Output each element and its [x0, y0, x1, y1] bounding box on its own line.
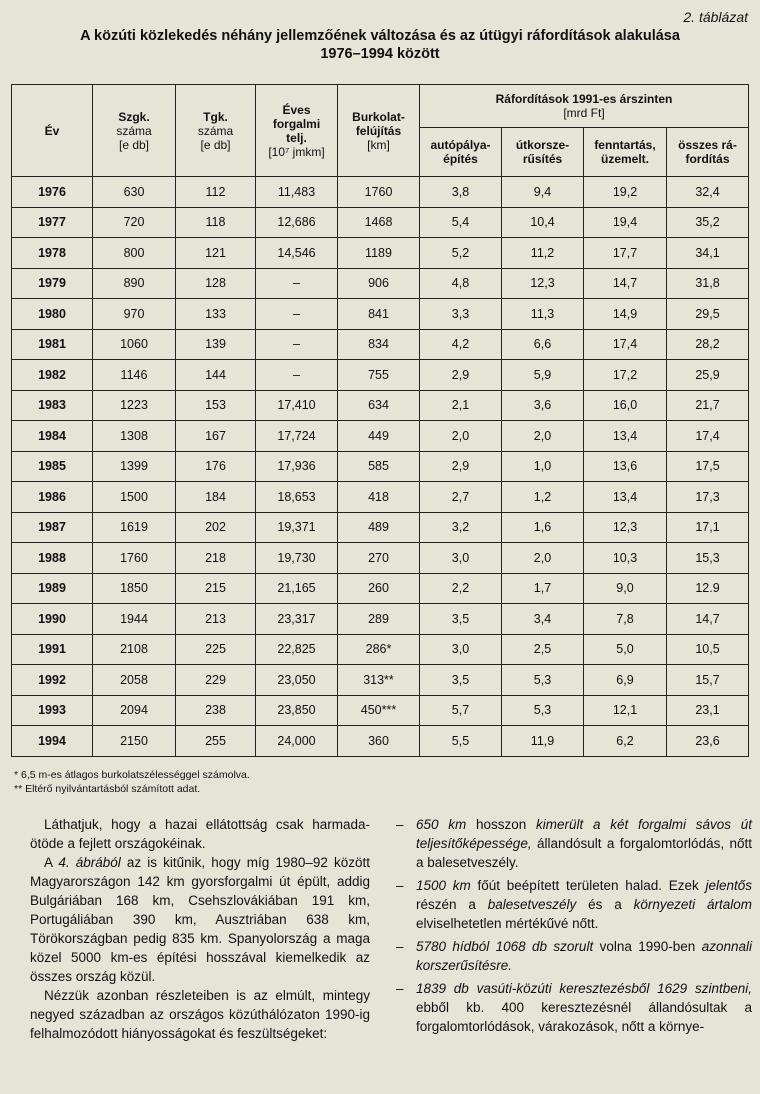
table-cell: 34,1: [667, 238, 749, 269]
table-cell: 1308: [93, 421, 176, 452]
table-row: [12, 695, 749, 726]
table-row: [12, 604, 749, 635]
table-cell: 12,1: [584, 695, 667, 726]
table-cell: 2,9: [420, 360, 502, 391]
table-cell: 118: [176, 207, 256, 238]
table-cell: 1944: [93, 604, 176, 635]
table-cell: 28,2: [667, 329, 749, 360]
header-burkolat: Burkolat- felújítás [km]: [338, 85, 420, 177]
header-utkorszer: útkorsze- rűsítés: [502, 128, 584, 177]
table-cell: 12,3: [584, 512, 667, 543]
year-cell: 1988: [12, 543, 93, 574]
table-row: [12, 390, 749, 421]
table-cell: 5,7: [420, 695, 502, 726]
title-line-1: A közúti közlekedés néhány jellemzőének változása és az útügyi ráfordítások alakulása: [80, 28, 680, 44]
year-cell: 1981: [12, 329, 93, 360]
year-cell: 1984: [12, 421, 93, 452]
table-cell: 23,6: [667, 726, 749, 757]
table-cell: 1399: [93, 451, 176, 482]
list-item: [396, 937, 752, 975]
table-cell: 450***: [338, 695, 420, 726]
table-cell: 5,0: [584, 634, 667, 665]
table-cell: 238: [176, 695, 256, 726]
table-cell: 11,9: [502, 726, 584, 757]
table-cell: 19,2: [584, 177, 667, 208]
table-cell: 167: [176, 421, 256, 452]
table-cell: 1760: [93, 543, 176, 574]
year-cell: 1978: [12, 238, 93, 269]
table-cell: 585: [338, 451, 420, 482]
table-cell: 1,6: [502, 512, 584, 543]
table-cell: 176: [176, 451, 256, 482]
table-cell: 14,7: [667, 604, 749, 635]
table-number: 2. táblázat: [683, 9, 748, 25]
table-cell: 12,3: [502, 268, 584, 299]
table-cell: 218: [176, 543, 256, 574]
table-cell: 153: [176, 390, 256, 421]
table-cell: 15,7: [667, 665, 749, 696]
table-cell: 14,7: [584, 268, 667, 299]
year-cell: 1990: [12, 604, 93, 635]
table-cell: 970: [93, 299, 176, 330]
table-cell: 9,4: [502, 177, 584, 208]
table-cell: 1850: [93, 573, 176, 604]
table-row: [12, 512, 749, 543]
right-column-list: [396, 815, 752, 1040]
table-cell: 3,2: [420, 512, 502, 543]
table-cell: 29,5: [667, 299, 749, 330]
year-cell: 1977: [12, 207, 93, 238]
table-cell: 16,0: [584, 390, 667, 421]
year-cell: 1993: [12, 695, 93, 726]
table-cell: 7,8: [584, 604, 667, 635]
table-cell: 1,0: [502, 451, 584, 482]
table-cell: 4,2: [420, 329, 502, 360]
table-cell: 2,1: [420, 390, 502, 421]
table-cell: 2,0: [502, 421, 584, 452]
table-cell: 289: [338, 604, 420, 635]
table-cell: –: [256, 299, 338, 330]
table-cell: 14,9: [584, 299, 667, 330]
table-row: [12, 238, 749, 269]
table-cell: 139: [176, 329, 256, 360]
table-cell: 202: [176, 512, 256, 543]
year-cell: 1980: [12, 299, 93, 330]
list-item-text: volna 1990-ben: [593, 939, 702, 954]
table-row: [12, 726, 749, 757]
table-cell: 2,0: [420, 421, 502, 452]
table-cell: 18,653: [256, 482, 338, 513]
table-cell: 10,3: [584, 543, 667, 574]
table-body: [12, 177, 749, 757]
list-item-text: 1500 km: [416, 878, 471, 893]
table-cell: 2,7: [420, 482, 502, 513]
header-fenntartas: fenntartás, üzemelt.: [584, 128, 667, 177]
table-cell: –: [256, 268, 338, 299]
list-item-text: kimerült a két forgalmi sávos út teljesítőképessége,: [416, 817, 752, 851]
table-cell: –: [256, 360, 338, 391]
table-cell: 5,4: [420, 207, 502, 238]
table-cell: 630: [93, 177, 176, 208]
footnote-2: ** Eltérő nyilvántartásból számított adat.: [14, 783, 201, 795]
year-cell: 1986: [12, 482, 93, 513]
table-cell: 755: [338, 360, 420, 391]
dash-marker: –: [396, 981, 404, 996]
footnotes: [14, 768, 250, 796]
table-cell: 2,5: [502, 634, 584, 665]
table-cell: 3,8: [420, 177, 502, 208]
table-cell: 17,936: [256, 451, 338, 482]
table-cell: 13,4: [584, 421, 667, 452]
title-line-2: 1976–1994 között: [320, 46, 440, 62]
dash-marker: –: [396, 817, 404, 832]
table-cell: 17,7: [584, 238, 667, 269]
table-cell: 841: [338, 299, 420, 330]
table-title: [0, 27, 760, 63]
table-row: [12, 421, 749, 452]
table-row: [12, 482, 749, 513]
list-item-text: és a: [576, 897, 634, 912]
table-cell: 1146: [93, 360, 176, 391]
table-row: [12, 268, 749, 299]
table-cell: 1060: [93, 329, 176, 360]
table-cell: 2,0: [502, 543, 584, 574]
header-szgk: Szgk. száma [e db]: [93, 85, 176, 177]
header-autopalya: autópálya- építés: [420, 128, 502, 177]
table-cell: 2,9: [420, 451, 502, 482]
table-cell: 215: [176, 573, 256, 604]
table-cell: 21,7: [667, 390, 749, 421]
table-cell: 1,2: [502, 482, 584, 513]
header-tgk: Tgk. száma [e db]: [176, 85, 256, 177]
table-cell: 4,8: [420, 268, 502, 299]
header-forgalmi: Éves forgalmi telj. [10⁷ jmkm]: [256, 85, 338, 177]
table-cell: 17,1: [667, 512, 749, 543]
table-cell: 360: [338, 726, 420, 757]
table-cell: 144: [176, 360, 256, 391]
table-cell: 3,5: [420, 665, 502, 696]
table-cell: 834: [338, 329, 420, 360]
table-cell: 25,9: [667, 360, 749, 391]
table-cell: 313**: [338, 665, 420, 696]
table-cell: 2094: [93, 695, 176, 726]
table-cell: 19,730: [256, 543, 338, 574]
list-item-text: jelentős: [705, 878, 752, 893]
table-cell: 184: [176, 482, 256, 513]
table-cell: 1468: [338, 207, 420, 238]
year-cell: 1976: [12, 177, 93, 208]
table-cell: 13,6: [584, 451, 667, 482]
table-cell: 5,3: [502, 665, 584, 696]
table-row: [12, 573, 749, 604]
table-cell: 5,5: [420, 726, 502, 757]
table-cell: 24,000: [256, 726, 338, 757]
table-cell: 121: [176, 238, 256, 269]
paragraph-3: Nézzük azonban részleteiben is az elmúlt, mintegy negyed században az országos közúthálózaton 1990-ig felhalmozódott hiányosságokat és feszültségeket:: [30, 988, 370, 1041]
list-item-text: azonnali korszerűsítésre.: [416, 939, 752, 973]
table-cell: 1189: [338, 238, 420, 269]
table-cell: 23,317: [256, 604, 338, 635]
table-cell: 22,825: [256, 634, 338, 665]
table-cell: 17,4: [584, 329, 667, 360]
table-cell: 128: [176, 268, 256, 299]
list-item-text: hosszon: [466, 817, 537, 832]
table-cell: 270: [338, 543, 420, 574]
table-cell: 225: [176, 634, 256, 665]
list-item-text: balesetveszély: [487, 897, 577, 912]
table-cell: 31,8: [667, 268, 749, 299]
data-table: [11, 84, 749, 757]
list-item: [396, 876, 752, 933]
year-cell: 1985: [12, 451, 93, 482]
table-row: [12, 329, 749, 360]
table-cell: 418: [338, 482, 420, 513]
list-item-text: elviselhetetlen mértékűvé nőtt.: [416, 916, 599, 931]
table-cell: 213: [176, 604, 256, 635]
table-cell: 3,0: [420, 634, 502, 665]
paragraph-1: Láthatjuk, hogy a hazai ellátottság csak harmada-ötöde a fejlett országokéinak.: [30, 817, 370, 851]
table-row: [12, 360, 749, 391]
header-raford: Ráfordítások 1991-es árszinten [mrd Ft]: [420, 85, 749, 128]
table-cell: 11,483: [256, 177, 338, 208]
table-row: [12, 665, 749, 696]
table-cell: 13,4: [584, 482, 667, 513]
table-cell: 6,6: [502, 329, 584, 360]
dash-marker: –: [396, 939, 404, 954]
year-cell: 1979: [12, 268, 93, 299]
table-cell: 21,165: [256, 573, 338, 604]
table-cell: 5,9: [502, 360, 584, 391]
table-cell: 17,3: [667, 482, 749, 513]
paragraph-2: A 4. ábrából az is kitűnik, hogy míg 1980–92 között Magyarországon 142 km gyorsforgalmi út épült, addig Bulgáriában 168 km, Csehszlovákiában 191 km, Portugáliában 390 km, Ausztriában 638 km, Törökországban pedig 835 km. Spanyolország a maga közel 5000 km-es építési hosszával kiemelkedik az összes ország közül.: [30, 855, 371, 984]
table-cell: 449: [338, 421, 420, 452]
table-cell: 1619: [93, 512, 176, 543]
table-row: [12, 177, 749, 208]
list-item-text: főút beépített területen halad. Ezek: [470, 878, 706, 893]
table-cell: 255: [176, 726, 256, 757]
table-cell: 19,371: [256, 512, 338, 543]
table-cell: 17,410: [256, 390, 338, 421]
list-item-text: részén a: [416, 897, 488, 912]
year-cell: 1987: [12, 512, 93, 543]
list-item-text: környezeti ártalom: [633, 897, 752, 912]
table-cell: 2058: [93, 665, 176, 696]
left-column-text: [30, 815, 370, 1043]
table-row: [12, 634, 749, 665]
list-item-text: ebből kb. 400 keresztezésnél állandósultak a forgalomtorlódások, várakozások, nőtt a környe-: [416, 1000, 752, 1034]
table-cell: 3,6: [502, 390, 584, 421]
table-cell: 19,4: [584, 207, 667, 238]
table-cell: 32,4: [667, 177, 749, 208]
table-cell: 5,2: [420, 238, 502, 269]
table-cell: 2,2: [420, 573, 502, 604]
dash-marker: –: [396, 878, 404, 893]
footnote-1: * 6,5 m-es átlagos burkolatszélességgel számolva.: [14, 769, 250, 781]
list-item-text: állandósult a forgalomtorlódás, nőtt a balesetveszély.: [416, 836, 752, 870]
header-ev: Év: [12, 85, 93, 177]
table-cell: 23,050: [256, 665, 338, 696]
table-cell: 133: [176, 299, 256, 330]
table-cell: 2108: [93, 634, 176, 665]
table-cell: 286*: [338, 634, 420, 665]
table-cell: 260: [338, 573, 420, 604]
list-item: [396, 979, 752, 1036]
table-cell: 3,3: [420, 299, 502, 330]
list-item-text: 1839 db vasúti-közúti keresztezésből 1629 szintbeni,: [416, 981, 752, 996]
table-row: [12, 207, 749, 238]
table-cell: 489: [338, 512, 420, 543]
table-cell: 229: [176, 665, 256, 696]
table-cell: 3,5: [420, 604, 502, 635]
table-cell: 3,4: [502, 604, 584, 635]
table-cell: 17,4: [667, 421, 749, 452]
table-cell: 14,546: [256, 238, 338, 269]
table-cell: 17,2: [584, 360, 667, 391]
table-cell: 9,0: [584, 573, 667, 604]
year-cell: 1983: [12, 390, 93, 421]
list-item-text: 650 km: [416, 817, 467, 832]
year-cell: 1991: [12, 634, 93, 665]
table-cell: 112: [176, 177, 256, 208]
table-cell: 17,5: [667, 451, 749, 482]
table-cell: 1760: [338, 177, 420, 208]
table-cell: 23,850: [256, 695, 338, 726]
table-cell: 1223: [93, 390, 176, 421]
table-row: [12, 451, 749, 482]
table-cell: 2150: [93, 726, 176, 757]
table-cell: 15,3: [667, 543, 749, 574]
year-cell: 1982: [12, 360, 93, 391]
table-cell: 12,686: [256, 207, 338, 238]
list-item: [396, 815, 752, 872]
table-row: [12, 543, 749, 574]
table-cell: 1500: [93, 482, 176, 513]
table-cell: 6,2: [584, 726, 667, 757]
table-cell: 3,0: [420, 543, 502, 574]
table-cell: 5,3: [502, 695, 584, 726]
table-cell: 1,7: [502, 573, 584, 604]
year-cell: 1992: [12, 665, 93, 696]
table-cell: 634: [338, 390, 420, 421]
year-cell: 1989: [12, 573, 93, 604]
table-cell: –: [256, 329, 338, 360]
table-cell: 23,1: [667, 695, 749, 726]
table-cell: 12.9: [667, 573, 749, 604]
list-item-text: 5780 hídból 1068 db szorult: [416, 939, 594, 954]
table-cell: 10,5: [667, 634, 749, 665]
table-cell: 11,3: [502, 299, 584, 330]
table-cell: 6,9: [584, 665, 667, 696]
header-osszes: összes rá- fordítás: [667, 128, 749, 177]
table-row: [12, 299, 749, 330]
table-cell: 906: [338, 268, 420, 299]
table-cell: 17,724: [256, 421, 338, 452]
year-cell: 1994: [12, 726, 93, 757]
table-cell: 800: [93, 238, 176, 269]
table-cell: 11,2: [502, 238, 584, 269]
table-cell: 720: [93, 207, 176, 238]
table-cell: 890: [93, 268, 176, 299]
table-cell: 35,2: [667, 207, 749, 238]
table-cell: 10,4: [502, 207, 584, 238]
